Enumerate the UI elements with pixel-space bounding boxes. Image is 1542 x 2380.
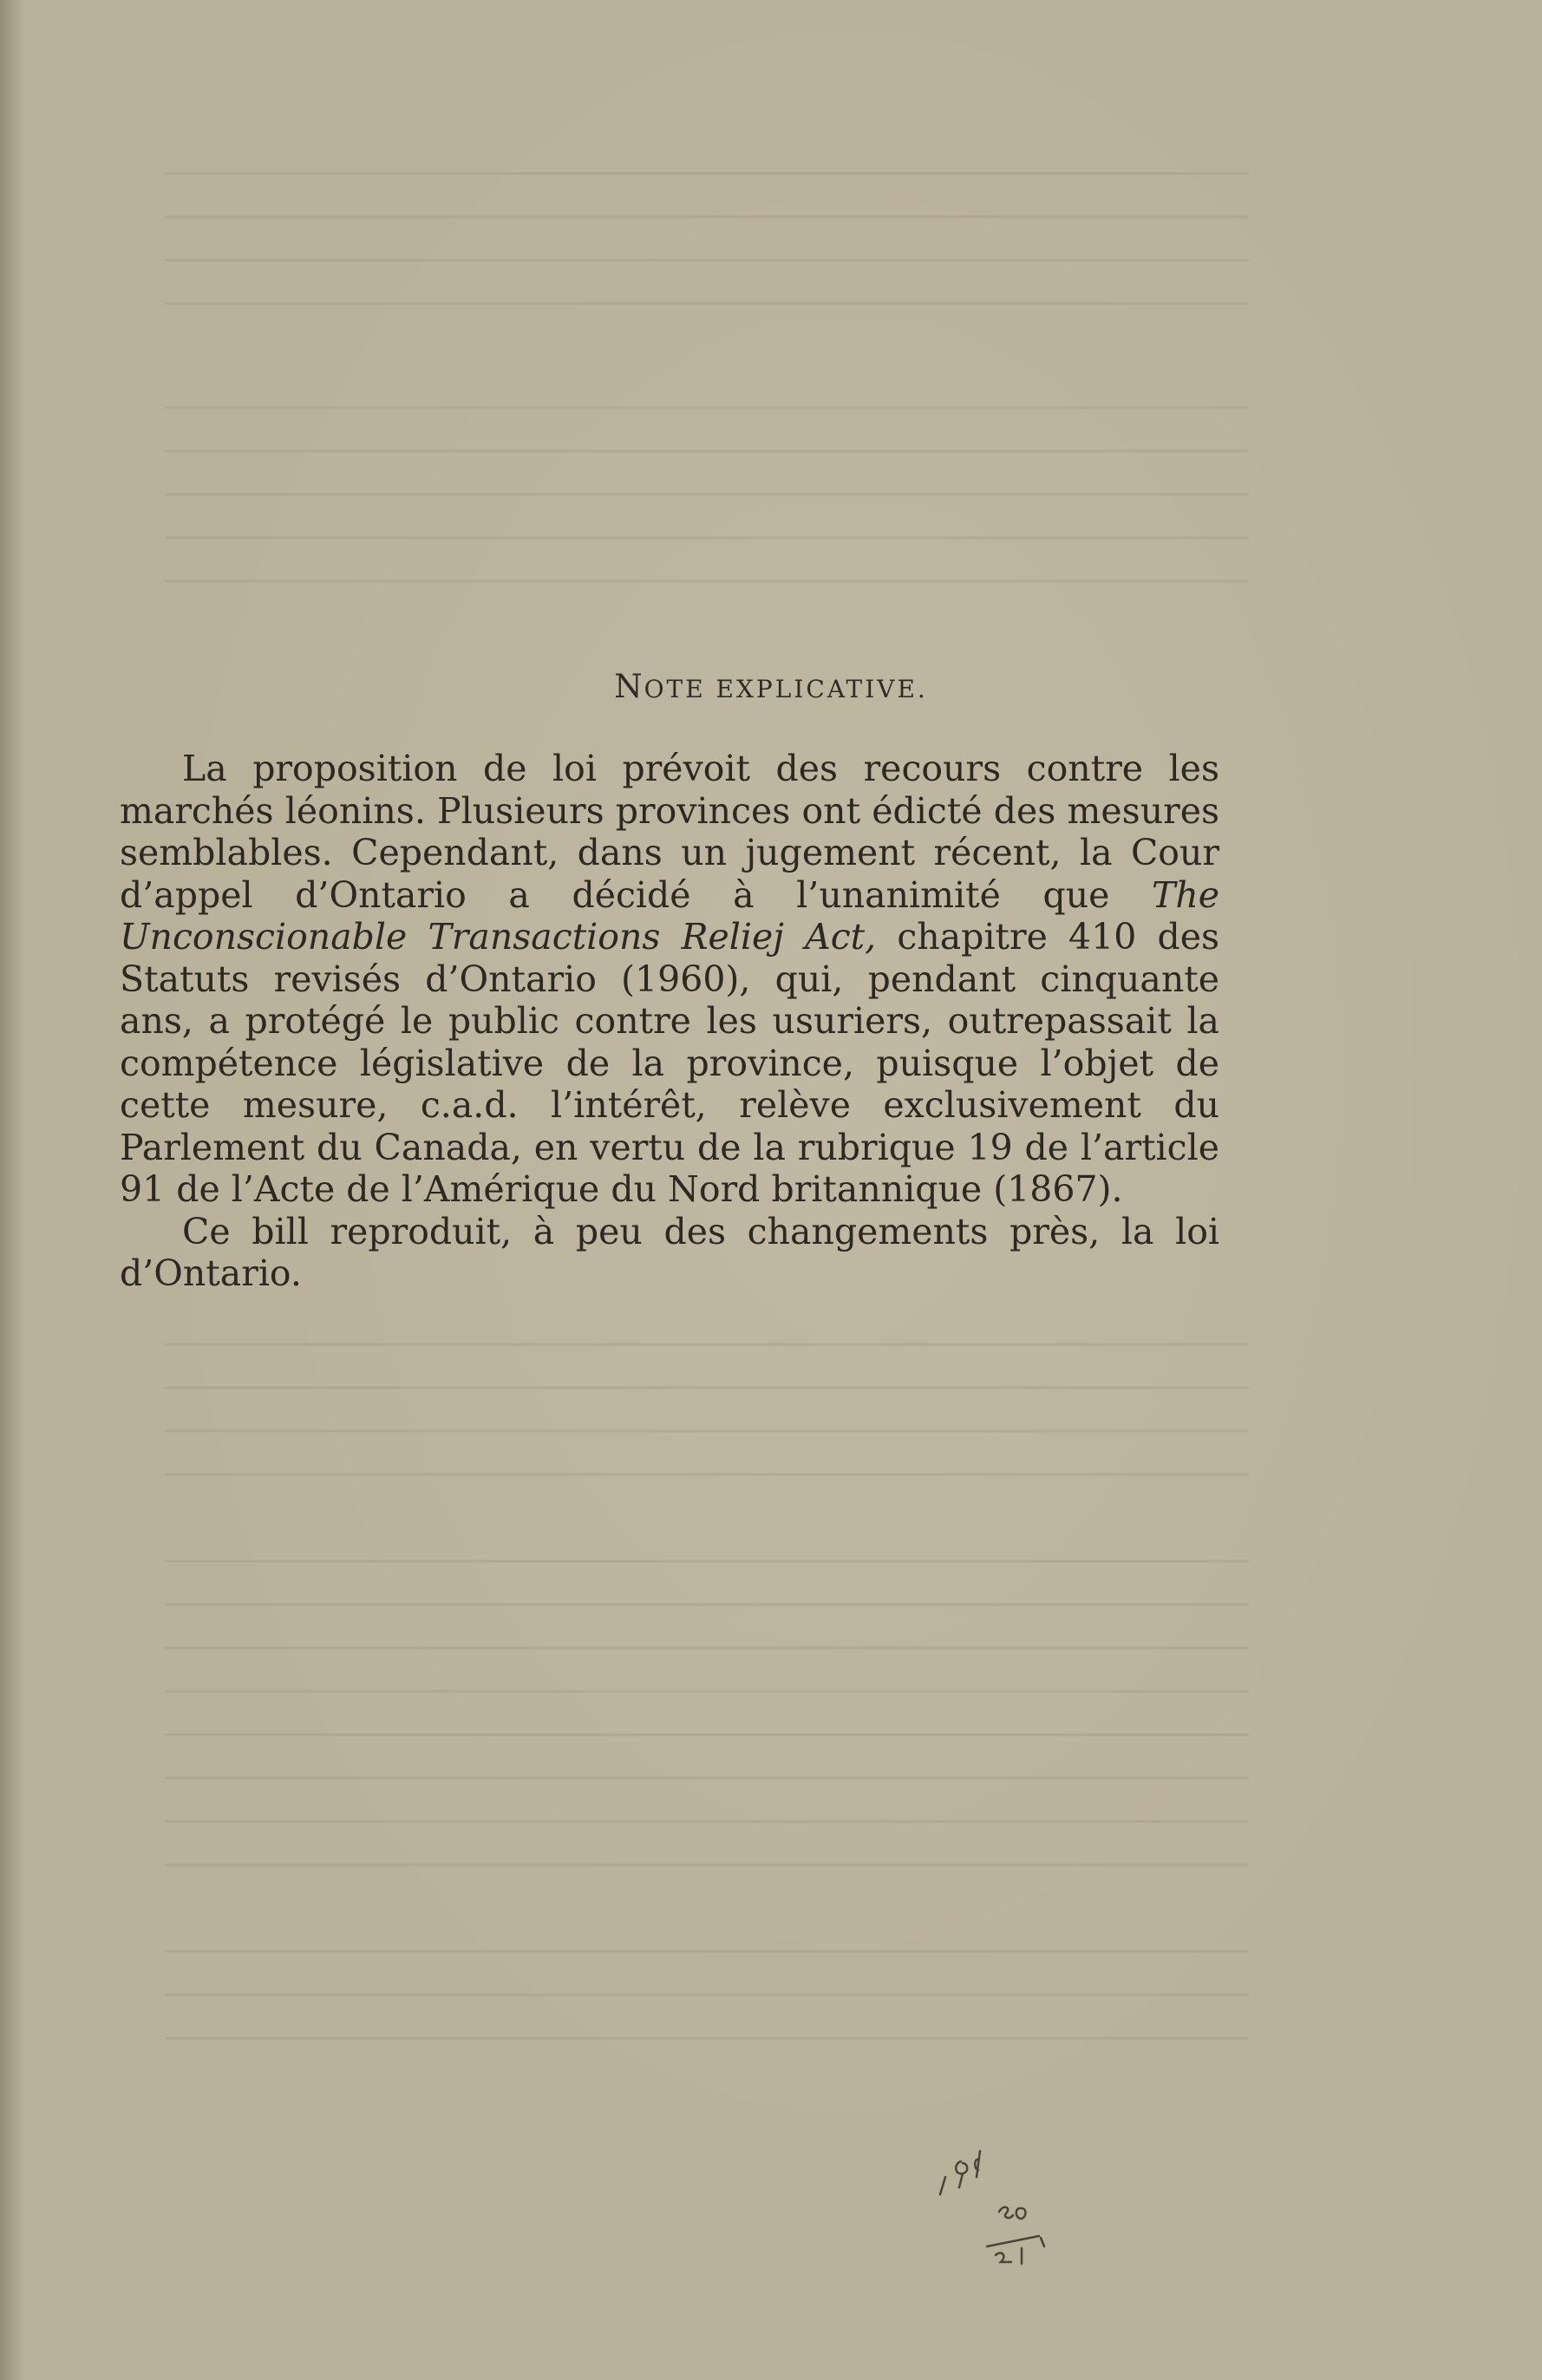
act-title: The Unconscionable Transactions Reliej Act, <box>120 873 1219 958</box>
paragraph-1-part-1: La proposition de loi prévoit des recours contre les marchés léonins. Plusieurs provinces ont édicté des mesures semblables. Cependant, dans un jugement récent, la Cour d’appel d’Ontario a décidé à l’unanimité que <box>120 748 1219 916</box>
heading-smallcaps: OTE EXPLICATIVE. <box>644 675 928 703</box>
explanatory-note-body <box>120 748 1219 1295</box>
paragraph-1-part-2: chapitre 410 des Statuts revisés d’Ontario (1960), qui, pendant cinquante ans, a protégé le public contre les usuriers, outrepassait la compétence législative de la province, puisque l’objet de cette mesure, c.a.d. l’intérêt, relève exclusivement du Parlement du Canada, en vertu de la rubrique 19 de l’article 91 de l’Acte de l’Amérique du Nord britannique (1867). <box>120 916 1219 1210</box>
handwritten-note <box>937 2125 1067 2281</box>
paragraph-2: Ce bill reproduit, à peu des changements près, la loi d’Ontario. <box>120 1210 1219 1294</box>
paragraph-1 <box>120 748 1219 1211</box>
heading-initial: N <box>614 668 644 705</box>
page-heading <box>0 668 1542 705</box>
